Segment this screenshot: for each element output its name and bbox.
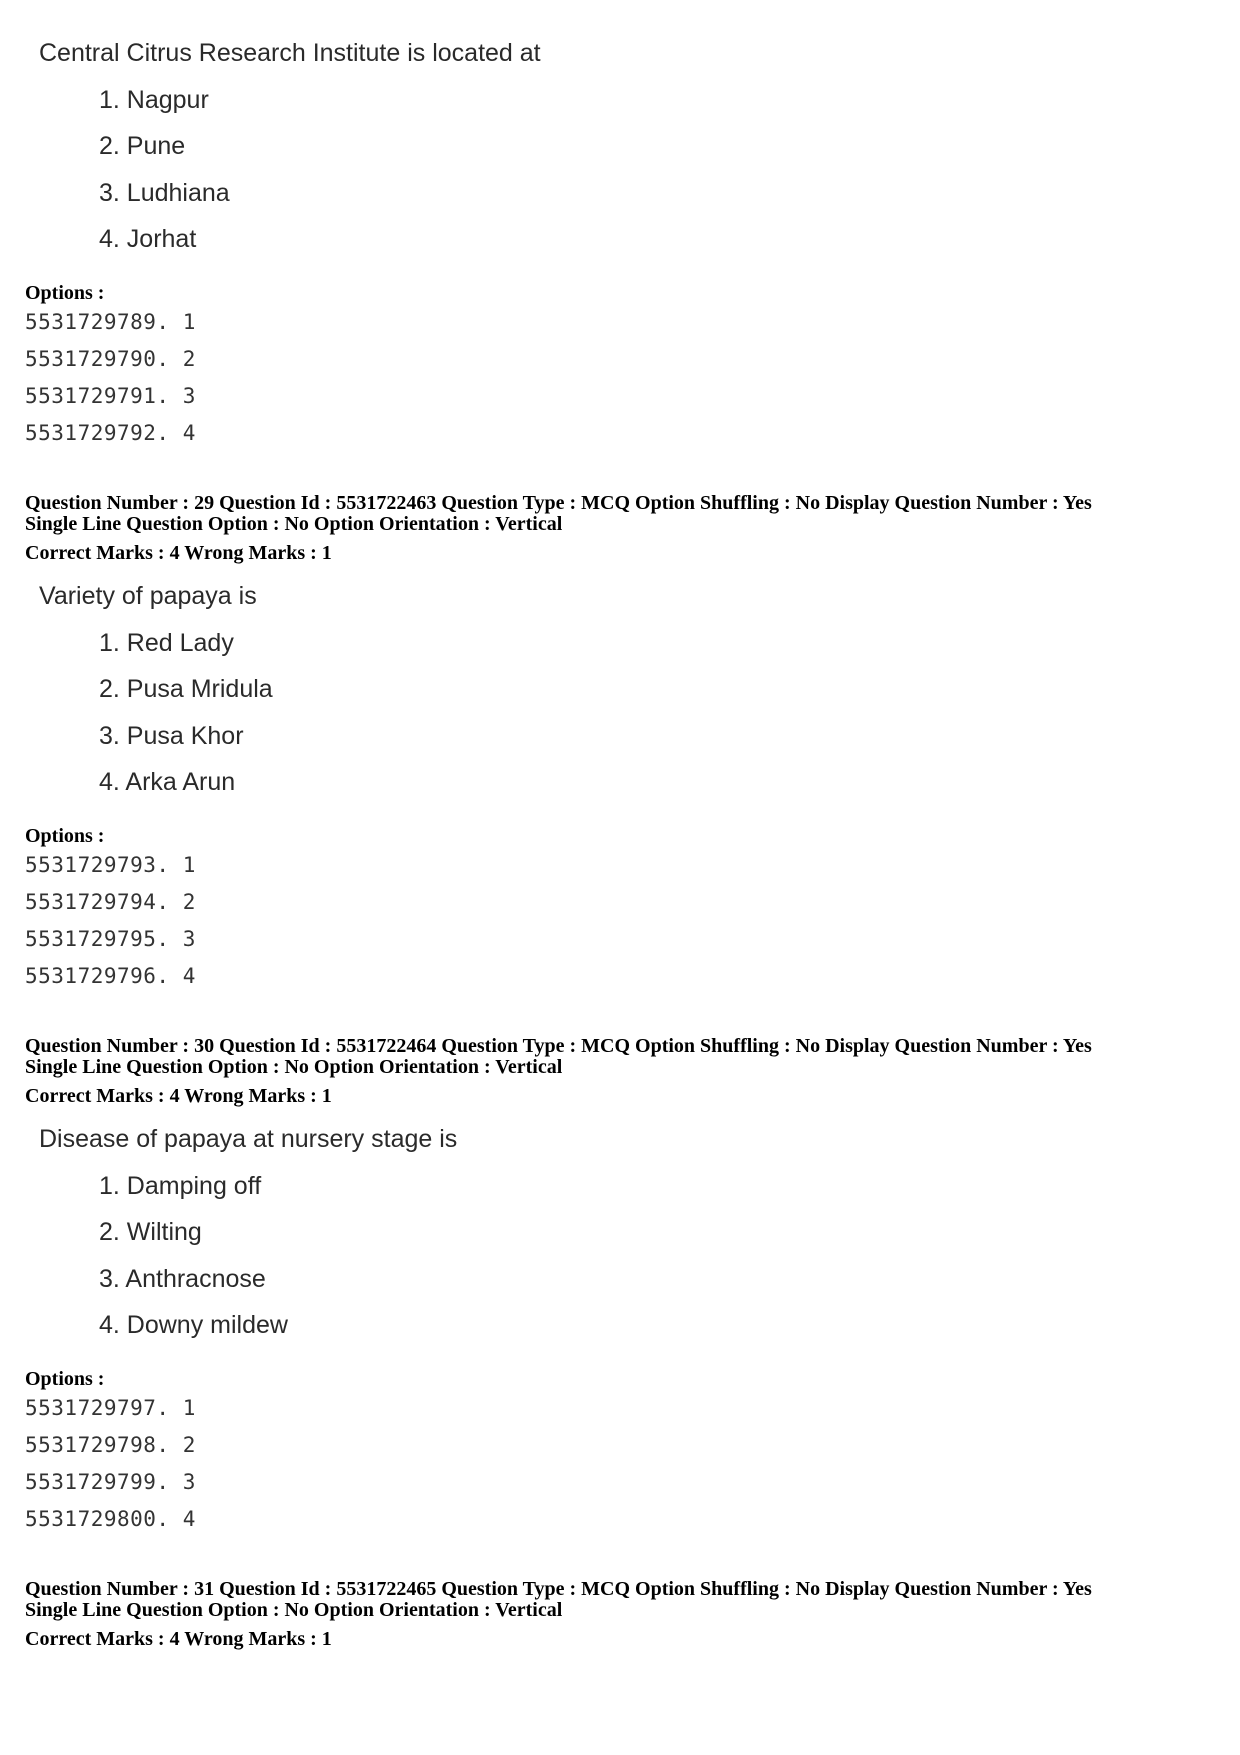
choice-item: 1. Damping off <box>99 1172 262 1200</box>
choice-item: 1. Nagpur <box>99 86 209 114</box>
option-id: 5531729796. 4 <box>25 964 196 988</box>
question-meta: Single Line Question Option : No Option Orientation : Vertical <box>25 513 563 535</box>
options-label: Options : <box>25 1368 105 1390</box>
question-text: Variety of papaya is <box>39 582 257 610</box>
option-id: 5531729789. 1 <box>25 310 196 334</box>
choice-item: 2. Pune <box>99 132 186 160</box>
choice-item: 2. Pusa Mridula <box>99 675 273 703</box>
options-label: Options : <box>25 282 105 304</box>
question-marks: Correct Marks : 4 Wrong Marks : 1 <box>25 1085 332 1107</box>
option-id: 5531729795. 3 <box>25 927 196 951</box>
choice-item: 3. Pusa Khor <box>99 722 244 750</box>
choice-item: 3. Anthracnose <box>99 1265 266 1293</box>
question-meta: Question Number : 30 Question Id : 5531722464 Question Type : MCQ Option Shuffling : No Display Question Number : Yes <box>25 1035 1092 1057</box>
option-id: 5531729791. 3 <box>25 384 196 408</box>
option-id: 5531729799. 3 <box>25 1470 196 1494</box>
choice-item: 3. Ludhiana <box>99 179 230 207</box>
question-text: Central Citrus Research Institute is located at <box>39 39 541 67</box>
choice-item: 4. Jorhat <box>99 225 197 253</box>
option-id: 5531729797. 1 <box>25 1396 196 1420</box>
question-meta: Single Line Question Option : No Option Orientation : Vertical <box>25 1599 563 1621</box>
question-marks: Correct Marks : 4 Wrong Marks : 1 <box>25 1628 332 1650</box>
question-marks: Correct Marks : 4 Wrong Marks : 1 <box>25 542 332 564</box>
option-id: 5531729800. 4 <box>25 1507 196 1531</box>
choice-item: 4. Downy mildew <box>99 1311 288 1339</box>
option-id: 5531729798. 2 <box>25 1433 196 1457</box>
option-id: 5531729790. 2 <box>25 347 196 371</box>
choice-item: 2. Wilting <box>99 1218 202 1246</box>
options-label: Options : <box>25 825 105 847</box>
option-id: 5531729794. 2 <box>25 890 196 914</box>
question-meta: Question Number : 29 Question Id : 5531722463 Question Type : MCQ Option Shuffling : No Display Question Number : Yes <box>25 492 1092 514</box>
option-id: 5531729793. 1 <box>25 853 196 877</box>
choice-item: 1. Red Lady <box>99 629 234 657</box>
question-meta: Question Number : 31 Question Id : 5531722465 Question Type : MCQ Option Shuffling : No Display Question Number : Yes <box>25 1578 1092 1600</box>
question-meta: Single Line Question Option : No Option Orientation : Vertical <box>25 1056 563 1078</box>
question-text: Disease of papaya at nursery stage is <box>39 1125 458 1153</box>
option-id: 5531729792. 4 <box>25 421 196 445</box>
choice-item: 4. Arka Arun <box>99 768 236 796</box>
